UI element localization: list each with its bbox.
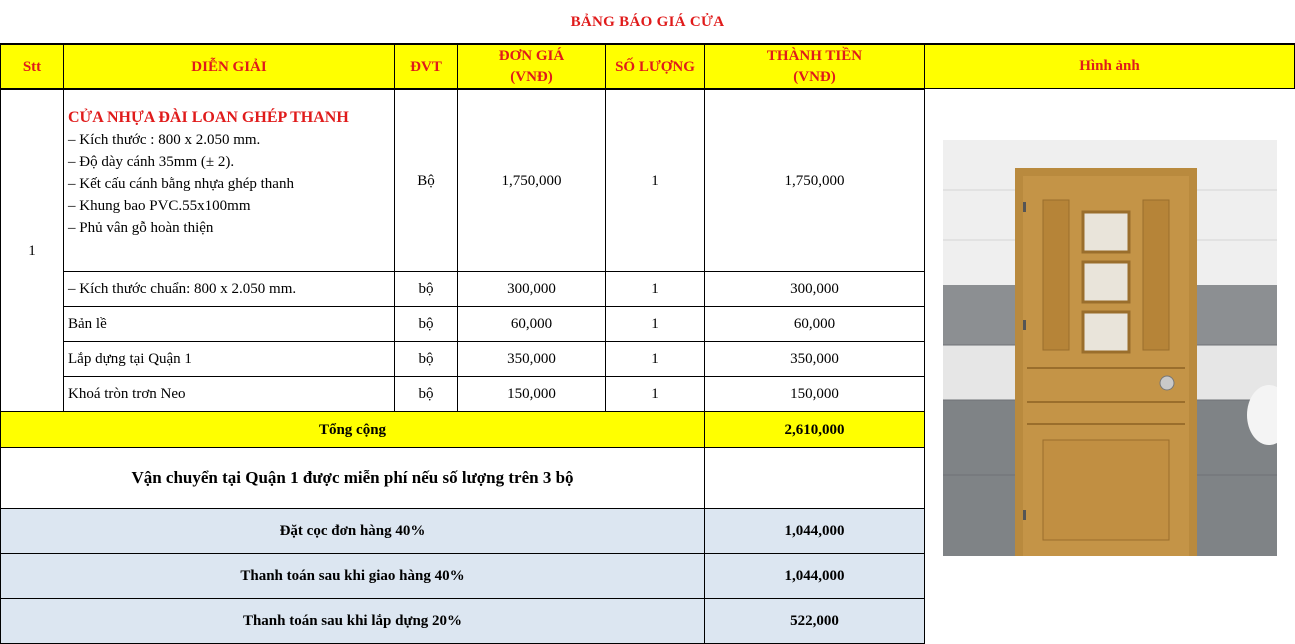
table-row-so-luong: 1 (605, 306, 705, 342)
shipping-note: Vận chuyển tại Quận 1 được miễn phí nếu số lượng trên 3 bộ (0, 447, 705, 509)
table-row-dien-giai: Khoá tròn trơn Neo (63, 376, 395, 412)
table-row-don-gia: 350,000 (457, 341, 606, 377)
table-row-so-luong: 1 (605, 376, 705, 412)
header-dien-giai: DIỄN GIẢI (63, 44, 395, 89)
total-label: Tổng cộng (0, 411, 705, 448)
header-don-gia-line1: ĐƠN GIÁ (498, 48, 565, 65)
table-row-dien-giai: Lắp dựng tại Quận 1 (63, 341, 395, 377)
table-row-don-gia: 60,000 (457, 306, 606, 342)
header-don-gia-line2: (VNĐ) (510, 68, 553, 85)
header-thanh-tien-line2: (VNĐ) (793, 68, 836, 85)
spec-line: – Phủ vân gỗ hoàn thiện (68, 220, 214, 236)
quote-title: BẢNG BÁO GIÁ CỬA (570, 13, 725, 30)
table-row-thanh-tien: 60,000 (704, 306, 925, 342)
spec-line: – Độ dày cánh 35mm (± 2). (68, 154, 235, 170)
wooden-door-photo-icon (943, 140, 1277, 556)
table-row-don-gia: 150,000 (457, 376, 606, 412)
item-dvt: Bộ (394, 89, 458, 272)
item-stt: 1 (0, 89, 64, 412)
header-thanh-tien (704, 44, 925, 89)
table-row-thanh-tien: 150,000 (704, 376, 925, 412)
item-thanh-tien: 1,750,000 (704, 89, 925, 272)
header-don-gia (457, 44, 606, 89)
spec-line: – Khung bao PVC.55x100mm (68, 198, 251, 214)
header-hinh-anh: Hình ảnh (924, 44, 1295, 89)
payment-label: Đặt cọc đơn hàng 40% (0, 508, 705, 554)
spec-line: – Kết cấu cánh bằng nhựa ghép thanh (68, 176, 294, 192)
table-row-dien-giai: – Kích thước chuẩn: 800 x 2.050 mm. (63, 271, 395, 307)
item-don-gia: 1,750,000 (457, 89, 606, 272)
item-description (63, 89, 395, 272)
table-row-thanh-tien: 350,000 (704, 341, 925, 377)
payment-label: Thanh toán sau khi giao hàng 40% (0, 553, 705, 599)
product-name: CỬA NHỰA ĐÀI LOAN GHÉP THANH (68, 109, 349, 126)
header-dvt: ĐVT (394, 44, 458, 89)
table-row-dvt: bộ (394, 341, 458, 377)
shipping-note-empty (704, 447, 925, 509)
header-so-luong: SỐ LƯỢNG (605, 44, 705, 89)
header-stt: Stt (0, 44, 64, 89)
item-so-luong: 1 (605, 89, 705, 272)
payment-value: 1,044,000 (704, 553, 925, 599)
payment-value: 522,000 (704, 598, 925, 644)
table-row-so-luong: 1 (605, 271, 705, 307)
total-value: 2,610,000 (704, 411, 925, 448)
header-thanh-tien-line1: THÀNH TIỀN (766, 48, 863, 65)
table-row-so-luong: 1 (605, 341, 705, 377)
payment-value: 1,044,000 (704, 508, 925, 554)
table-row-dvt: bộ (394, 271, 458, 307)
table-row-dien-giai: Bản lề (63, 306, 395, 342)
table-row-don-gia: 300,000 (457, 271, 606, 307)
table-row-dvt: bộ (394, 376, 458, 412)
spec-line: – Kích thước : 800 x 2.050 mm. (68, 132, 261, 148)
payment-label: Thanh toán sau khi lắp dựng 20% (0, 598, 705, 644)
table-row-thanh-tien: 300,000 (704, 271, 925, 307)
table-row-dvt: bộ (394, 306, 458, 342)
